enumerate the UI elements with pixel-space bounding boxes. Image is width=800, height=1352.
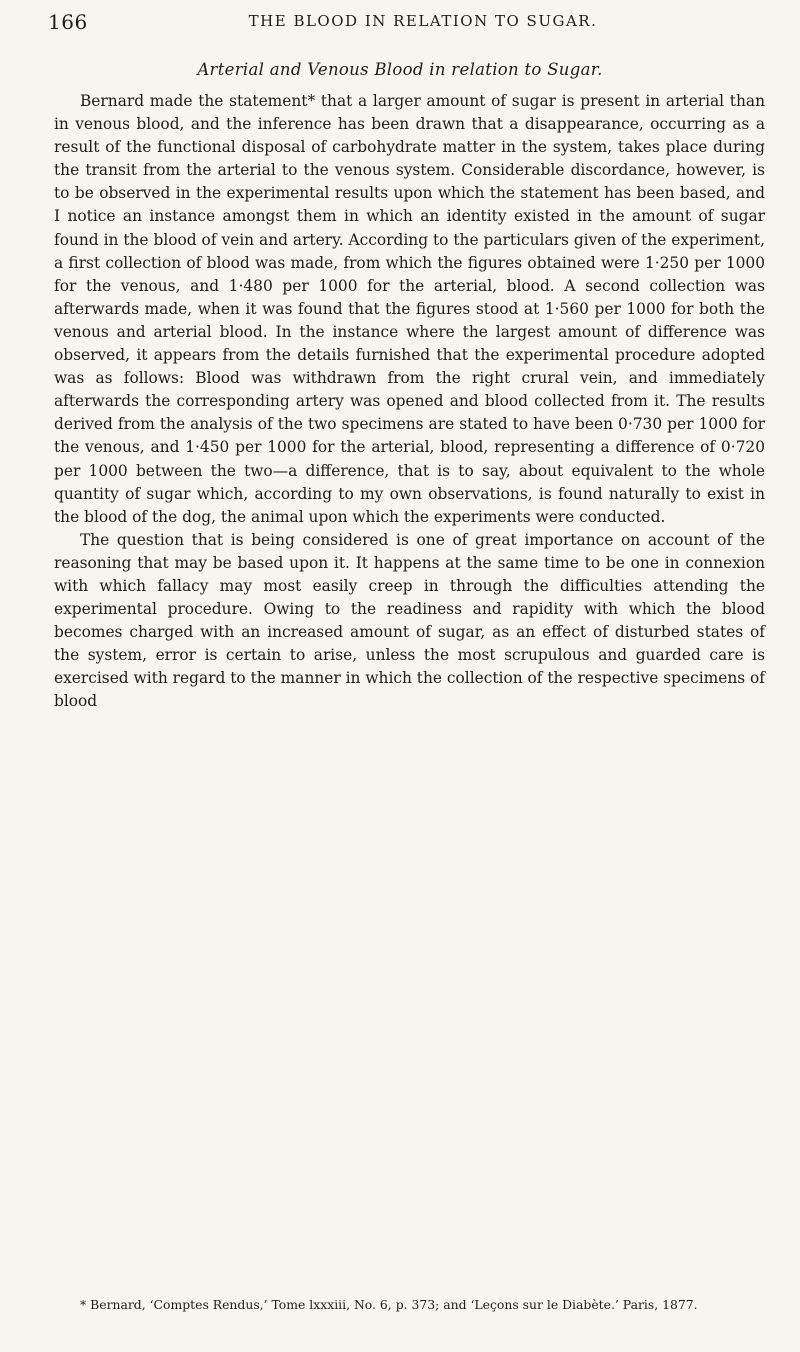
section-heading: Arterial and Venous Blood in relation to Sugar. [197, 60, 603, 79]
running-head [48, 10, 768, 40]
paragraph-1: Bernard made the statement* that a larger amount of sugar is present in arterial than in venous blood, and the inference has been drawn that a disappearance, occurring as a result of the functional disposal of carbohydrate matter in the system, takes place during the transit from the arterial to the venous system. Considerable discordance, however, is to be observed in the experimental results upon which the statement has been based, and I notice an instance amongst them in which an identity existed in the amount of sugar found in the blood of vein and artery. According to the particulars given of the experiment, a first collection of blood was made, from which the figures obtained were 1·250 per 1000 for the venous, and 1·480 per 1000 for the arterial, blood. A second collection was afterwards made, when it was found that the figures stood at 1·560 per 1000 for both the venous and arterial blood. In the instance where the largest amount of difference was observed, it appears from the details furnished that the experimental procedure adopted was as follows: Blood was withdrawn from the right crural vein, and immediately afterwards the corresponding artery was opened and blood collected from it. The results derived from the analysis of the two specimens are stated to have been 0·730 per 1000 for the venous, and 1·450 per 1000 for the arterial, blood, representing a difference of 0·720 per 1000 between the two—a difference, that is to say, about equivalent to the whole quantity of sugar which, according to my own observations, is found naturally to exist in the blood of the dog, the animal upon which the experiments were conducted. [54, 92, 765, 526]
footnote: * Bernard, ‘Comptes Rendus,’ Tome lxxxiii, No. 6, p. 373; and ‘Leçons sur le Diabète.’ Paris, 1877. [80, 1297, 698, 1312]
paragraph-2: The question that is being considered is one of great importance on account of the reasoning that may be based upon it. It happens at the same time to be one in connexion with which fallacy may most easily creep in through the difficulties attending the experimental procedure. Owing to the readiness and rapidity with which the blood becomes charged with an increased amount of sugar, as an effect of disturbed states of the system, error is certain to arise, unless the most scrupulous and guarded care is exercised with regard to the manner in which the collection of the respective specimens of blood [54, 530, 765, 711]
running-title: THE BLOOD IN RELATION TO SUGAR. [248, 12, 598, 30]
page-number: 166 [48, 10, 88, 34]
body-text [54, 90, 765, 714]
